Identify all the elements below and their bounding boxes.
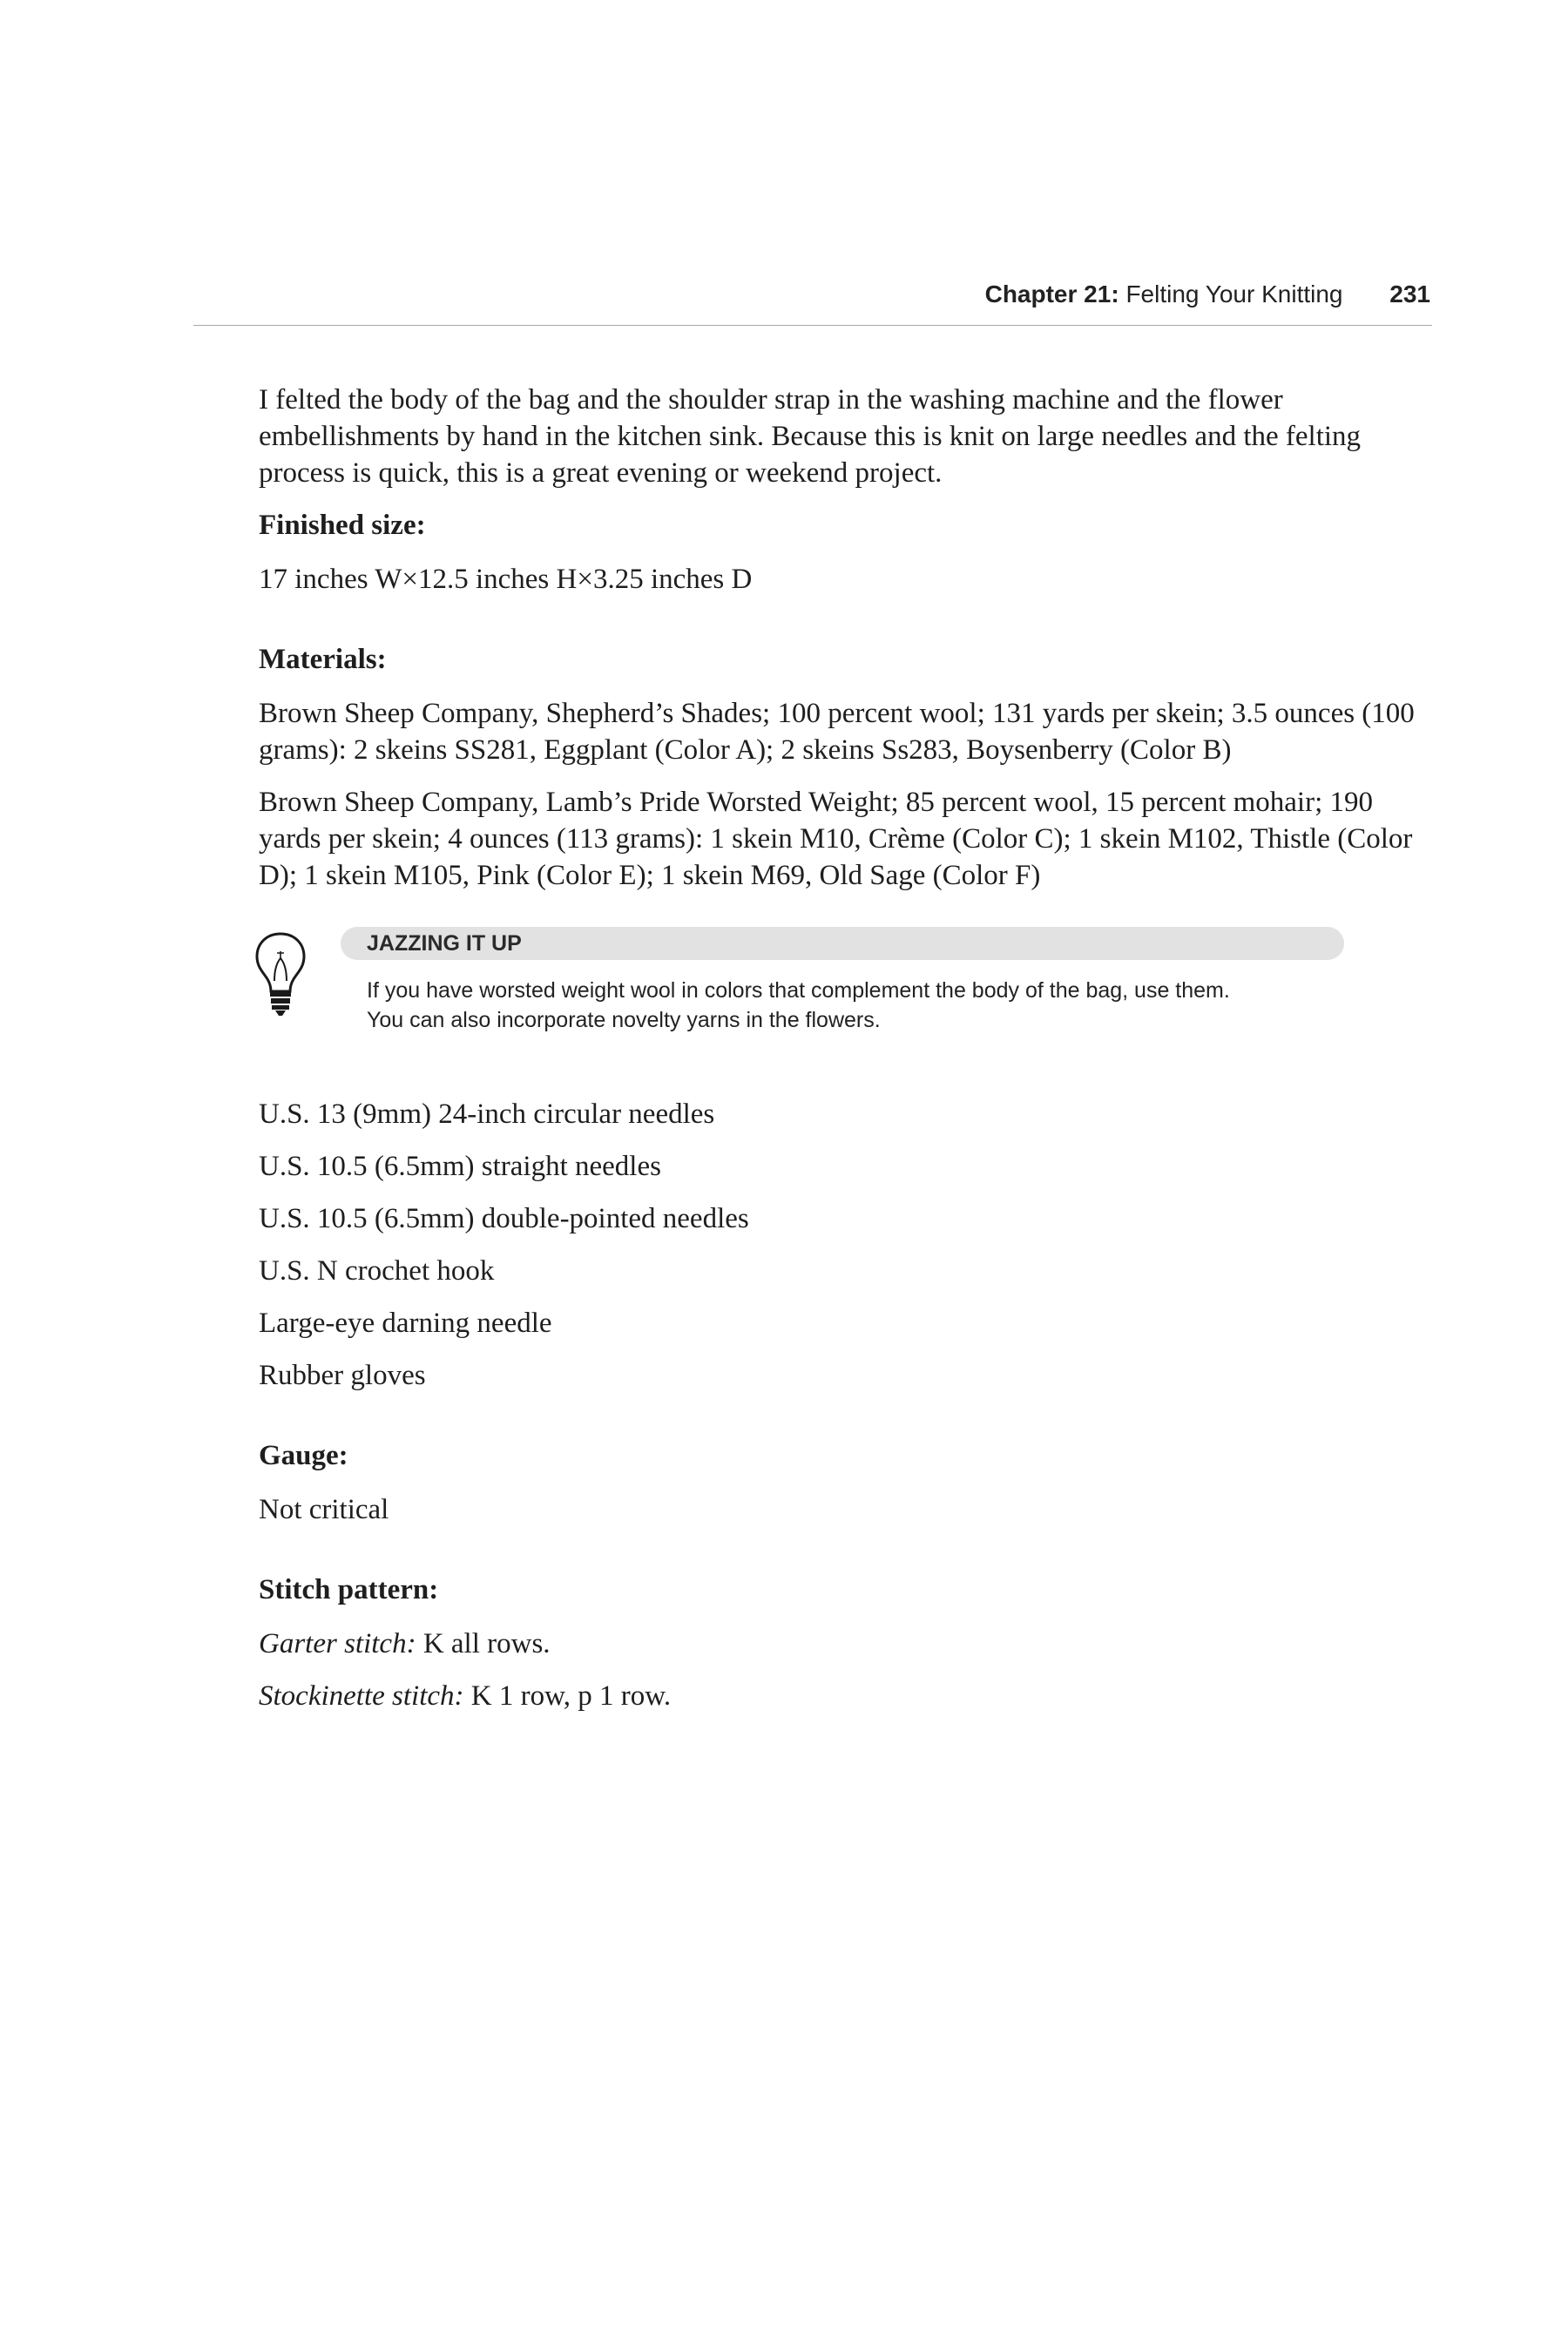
stitch-item xyxy=(259,1625,1417,1662)
yarn-item: Brown Sheep Company, Shepherd’s Shades; 100 percent wool; 131 yards per skein; 3.5 ounces (100 grams): 2 skeins SS281, Eggplant (Color A); 2 skeins Ss283, Boysenberry (Color B) xyxy=(259,698,1415,766)
materials-heading: Materials: xyxy=(259,644,387,675)
finished-size-heading: Finished size: xyxy=(259,510,426,541)
stitch-desc: K 1 row, p 1 row. xyxy=(470,1680,672,1712)
yarn-item: Brown Sheep Company, Lamb’s Pride Worsted Weight; 85 percent wool, 15 percent mohair; 190 yards per skein; 4 ounces (113 grams): 1 skein M10, Crème (Color C); 1 skein M102, Thistle (Color D); 1 skein M105, Pink (Color E); 1 skein M69, Old Sage (Color F) xyxy=(259,787,1413,891)
gauge-value: Not critical xyxy=(259,1494,389,1525)
header-rule xyxy=(193,325,1432,326)
page-number: 231 xyxy=(1389,280,1430,308)
tool-item: U.S. 10.5 (6.5mm) straight needles xyxy=(259,1151,661,1182)
tip-box xyxy=(253,927,1417,1058)
tool-item: Large-eye darning needle xyxy=(259,1308,552,1339)
tip-body xyxy=(367,976,1351,1035)
stitch-pattern-heading: Stitch pattern: xyxy=(259,1574,439,1605)
tool-item: U.S. N crochet hook xyxy=(259,1255,495,1287)
tool-item: U.S. 13 (9mm) 24-inch circular needles xyxy=(259,1098,715,1130)
running-head xyxy=(985,280,1430,308)
gauge-heading: Gauge: xyxy=(259,1440,348,1471)
chapter-title: Felting Your Knitting xyxy=(1125,280,1343,308)
tool-item: Rubber gloves xyxy=(259,1360,426,1391)
intro-paragraph: I felted the body of the bag and the shoulder strap in the washing machine and the flower embellishments by hand in the kitchen sink. Because this is knit on large needles and the felting process is quick, this is a great evening or weekend project. xyxy=(259,384,1362,489)
stitch-name: Garter stitch: xyxy=(259,1628,416,1659)
page-content xyxy=(259,382,1417,1730)
stitch-name: Stockinette stitch: xyxy=(259,1680,464,1712)
finished-size-value: 17 inches W×12.5 inches H×3.25 inches D xyxy=(259,564,753,595)
tip-title: JAZZING IT UP xyxy=(367,931,522,956)
chapter-label: Chapter 21: xyxy=(984,280,1119,308)
tip-line: You can also incorporate novelty yarns in the flowers. xyxy=(367,1008,881,1032)
tip-line: If you have worsted weight wool in colors that complement the body of the bag, use them. xyxy=(367,978,1230,1003)
tool-item: U.S. 10.5 (6.5mm) double-pointed needles xyxy=(259,1203,749,1234)
stitch-item xyxy=(259,1678,1417,1714)
stitch-desc: K all rows. xyxy=(422,1628,551,1659)
lightbulb-icon xyxy=(253,930,308,1017)
